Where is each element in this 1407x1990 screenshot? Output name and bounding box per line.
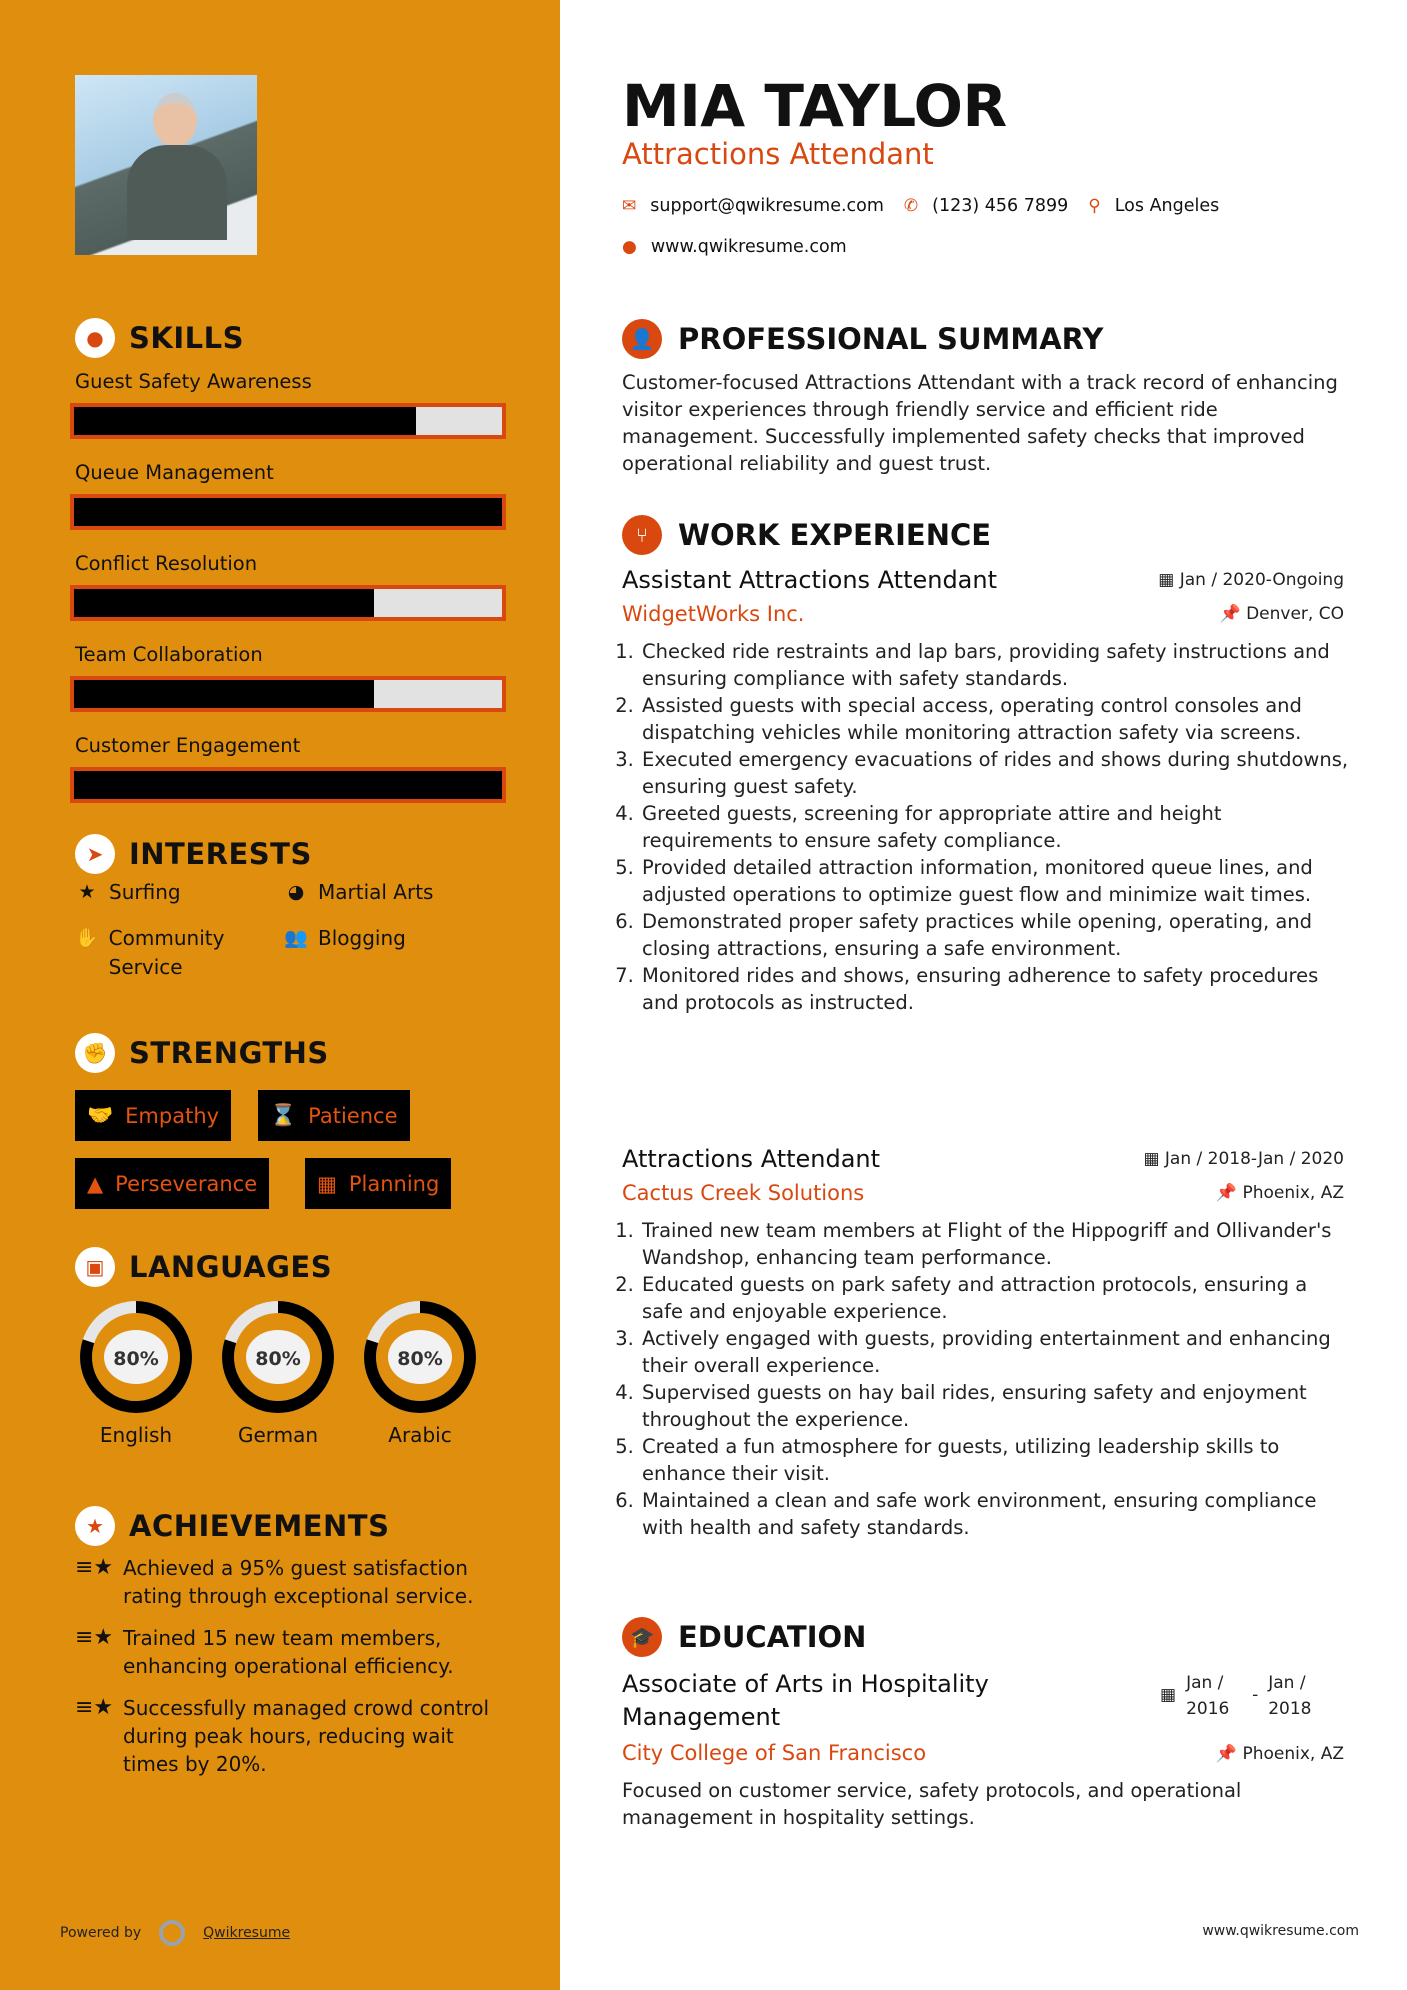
skill-bar (70, 403, 506, 439)
footer-website[interactable]: www.qwikresume.com (1202, 1923, 1359, 1939)
globe-icon: ● (622, 237, 637, 257)
handshake-icon: 🤝 (87, 1103, 114, 1127)
job-bullet: 7. Monitored rides and shows, ensuring adherence to safety procedures and protocols as instructed. (640, 962, 1352, 1016)
strengths-heading: ✊ STRENGTHS (75, 1033, 329, 1073)
user-icon: 👤 (622, 319, 662, 359)
skill-bar (70, 767, 506, 803)
job-bullet: 3. Executed emergency evacuations of rides and shows during shutdowns, ensuring guest safety. (640, 746, 1352, 800)
education-text: Focused on customer service, safety protocols, and operational management in hospitality settings. (622, 1779, 1242, 1829)
school: City College of San Francisco (622, 1741, 927, 1765)
lightbulb-icon: ● (75, 318, 115, 358)
skill-label: Conflict Resolution (75, 552, 258, 575)
phone-icon: ✆ (903, 196, 919, 216)
job-title: Attractions Attendant (622, 1145, 881, 1173)
skills-list (70, 370, 506, 803)
summary-text: Customer-focused Attractions Attendant with a track record of enhancing visitor experiences through friendly service and efficient ride management. Successfully implemented safety checks that improved operational reliability and guest trust. (622, 371, 1338, 475)
language-label: English (99, 1423, 173, 1447)
job-location: 📌 Denver, CO (1219, 604, 1344, 624)
achievements-list (75, 1554, 515, 1778)
job-dates: ▦ Jan / 2018-Jan / 2020 (1143, 1149, 1344, 1169)
skill-bar-fill (74, 771, 502, 799)
company-name: WidgetWorks Inc. (622, 602, 805, 626)
contact-website: ● www.qwikresume.com (622, 237, 847, 257)
company-name: Cactus Creek Solutions (622, 1181, 865, 1205)
job-bullet: 2. Assisted guests with special access, operating control consoles and dispatching vehicles while monitoring attraction safety via screens. (640, 692, 1352, 746)
education-location: 📌 Phoenix, AZ (1215, 1744, 1344, 1764)
job-bullet: 5. Provided detailed attraction information, monitored queue lines, and adjusted operations to optimize guest flow and minimize wait times. (640, 854, 1352, 908)
skill-item (70, 552, 506, 621)
job-bullet: 1. Trained new team members at Flight of the Hippogriff and Ollivander's Wandshop, enhancing team performance. (640, 1217, 1352, 1271)
summary-heading: 👤 PROFESSIONAL SUMMARY (622, 319, 1103, 359)
contact-row (622, 196, 1219, 216)
fist-icon: ✊ (75, 1033, 115, 1073)
skill-label: Queue Management (75, 461, 274, 484)
contact-location: ⚲ Los Angeles (1088, 196, 1220, 216)
skill-bar-fill (74, 498, 502, 526)
skill-item (70, 734, 506, 803)
degree: Associate of Arts in Hospitality Management (622, 1670, 989, 1731)
pushpin-icon: 📌 (1215, 1183, 1238, 1203)
contact-phone: ✆ (123) 456 7899 (903, 196, 1069, 216)
map-pin-icon: ⚲ (1088, 196, 1101, 216)
road-icon: ▲ (87, 1171, 104, 1196)
candidate-name: MIA TAYLOR (622, 72, 1007, 140)
achievement-item (75, 1554, 515, 1610)
date-separator: - (1252, 1685, 1259, 1705)
contact-email: ✉ support@qwikresume.com (622, 196, 884, 216)
interest-item: ✋ Community Service (75, 924, 255, 982)
interests-heading: ➤ INTERESTS (75, 834, 312, 874)
experience-heading: ⑂ WORK EXPERIENCE (622, 515, 991, 555)
paper-plane-icon: ➤ (75, 834, 115, 874)
job-title: Assistant Attractions Attendant (622, 566, 998, 594)
powered-by: Powered by Qwikresume (60, 1920, 290, 1946)
calendar-icon: ▦ (1158, 570, 1175, 590)
strength-chip: 🤝 Empathy (75, 1090, 231, 1141)
language-item (358, 1295, 482, 1447)
interest-item: ◕ Martial Arts (284, 878, 433, 907)
chair-icon: ⑂ (622, 515, 662, 555)
education-dates: ▦ Jan / 2016 - Jan / 2018 (1160, 1670, 1324, 1722)
language-percent: 80% (255, 1348, 301, 1370)
skill-item (70, 643, 506, 712)
job-entry (622, 1145, 1344, 1541)
job-bullet: 6. Demonstrated proper safety practices while opening, operating, and closing attractions, ensuring a safe environment. (640, 908, 1352, 962)
shooting-star-icon: ≡★ (75, 1625, 114, 1650)
job-title: Attractions Attendant (622, 137, 934, 171)
pushpin-icon: 📌 (1219, 604, 1241, 624)
job-bullets (622, 1217, 1352, 1541)
skill-label: Customer Engagement (75, 734, 301, 757)
hourglass-icon: ⌛ (270, 1103, 297, 1127)
shooting-star-icon: ≡★ (75, 1695, 114, 1720)
achievement-item (75, 1624, 515, 1680)
calendar-icon: ▦ (1143, 1149, 1160, 1169)
skill-label: Guest Safety Awareness (75, 370, 312, 393)
calendar-icon: ▦ (1160, 1685, 1177, 1705)
language-percent: 80% (397, 1348, 443, 1370)
job-bullet: 4. Supervised guests on hay bail rides, ensuring safety and enjoyment throughout the experience. (640, 1379, 1352, 1433)
job-bullets (622, 638, 1352, 1016)
achievements-heading: ★ ACHIEVEMENTS (75, 1506, 389, 1546)
globe-icon: ◕ (287, 881, 305, 903)
job-dates: ▦ Jan / 2020-Ongoing (1158, 570, 1344, 590)
skill-label: Team Collaboration (75, 643, 263, 666)
job-bullet: 1. Checked ride restraints and lap bars, providing safety instructions and ensuring compliance with safety standards. (640, 638, 1352, 692)
envelope-icon: ✉ (622, 196, 637, 216)
skill-item (70, 370, 506, 439)
languages-list (74, 1295, 482, 1447)
language-label: Arabic (388, 1423, 452, 1447)
star-icon: ★ (78, 881, 96, 903)
job-bullet: 4. Greeted guests, screening for appropriate attire and height requirements to ensure safety compliance. (640, 800, 1352, 854)
skills-heading: ● SKILLS (75, 318, 244, 358)
calendar-icon: ▦ (317, 1171, 337, 1196)
job-bullet: 6. Maintained a clean and safe work environment, ensuring compliance with health and safety standards. (640, 1487, 1352, 1541)
skill-bar (70, 676, 506, 712)
hand-icon: ✋ (75, 927, 99, 949)
strength-chip: ▦ Planning (305, 1158, 451, 1209)
language-label: German (237, 1423, 319, 1447)
language-icon: ▣ (75, 1247, 115, 1287)
language-item (216, 1295, 340, 1447)
interest-item: ★ Surfing (75, 878, 181, 907)
strength-chip: ⌛ Patience (258, 1090, 410, 1141)
shooting-star-icon: ★ (75, 1506, 115, 1546)
education-heading: 🎓 EDUCATION (622, 1617, 866, 1657)
graduate-icon: 🎓 (622, 1617, 662, 1657)
skill-item (70, 461, 506, 530)
job-entry (622, 566, 1349, 1016)
profile-photo (75, 75, 257, 255)
strength-chip: ▲ Perseverance (75, 1158, 269, 1209)
achievement-item (75, 1694, 515, 1778)
achievement-text: Achieved a 95% guest satisfaction rating through exceptional service. (123, 1556, 474, 1608)
job-bullet: 5. Created a fun atmosphere for guests, utilizing leadership skills to enhance their visit. (640, 1433, 1352, 1487)
languages-heading: ▣ LANGUAGES (75, 1247, 332, 1287)
achievement-text: Successfully managed crowd control during peak hours, reducing wait times by 20%. (123, 1696, 490, 1776)
skill-bar-fill (74, 680, 374, 708)
job-bullet: 3. Actively engaged with guests, providing entertainment and enhancing their overall experience. (640, 1325, 1352, 1379)
job-location: 📌 Phoenix, AZ (1215, 1183, 1344, 1203)
achievement-text: Trained 15 new team members, enhancing operational efficiency. (123, 1626, 454, 1678)
interest-item: 👥 Blogging (284, 924, 406, 953)
job-bullet: 2. Educated guests on park safety and attraction protocols, ensuring a safe and enjoyable experience. (640, 1271, 1352, 1325)
language-percent: 80% (113, 1348, 159, 1370)
skill-bar-fill (74, 589, 374, 617)
users-icon: 👥 (284, 927, 308, 949)
qwikresume-link[interactable]: Qwikresume (203, 1925, 291, 1941)
shooting-star-icon: ≡★ (75, 1555, 114, 1580)
skill-bar-fill (74, 407, 416, 435)
skill-bar (70, 494, 506, 530)
qwikresume-logo-icon (159, 1920, 185, 1946)
skill-bar (70, 585, 506, 621)
language-item (74, 1295, 198, 1447)
